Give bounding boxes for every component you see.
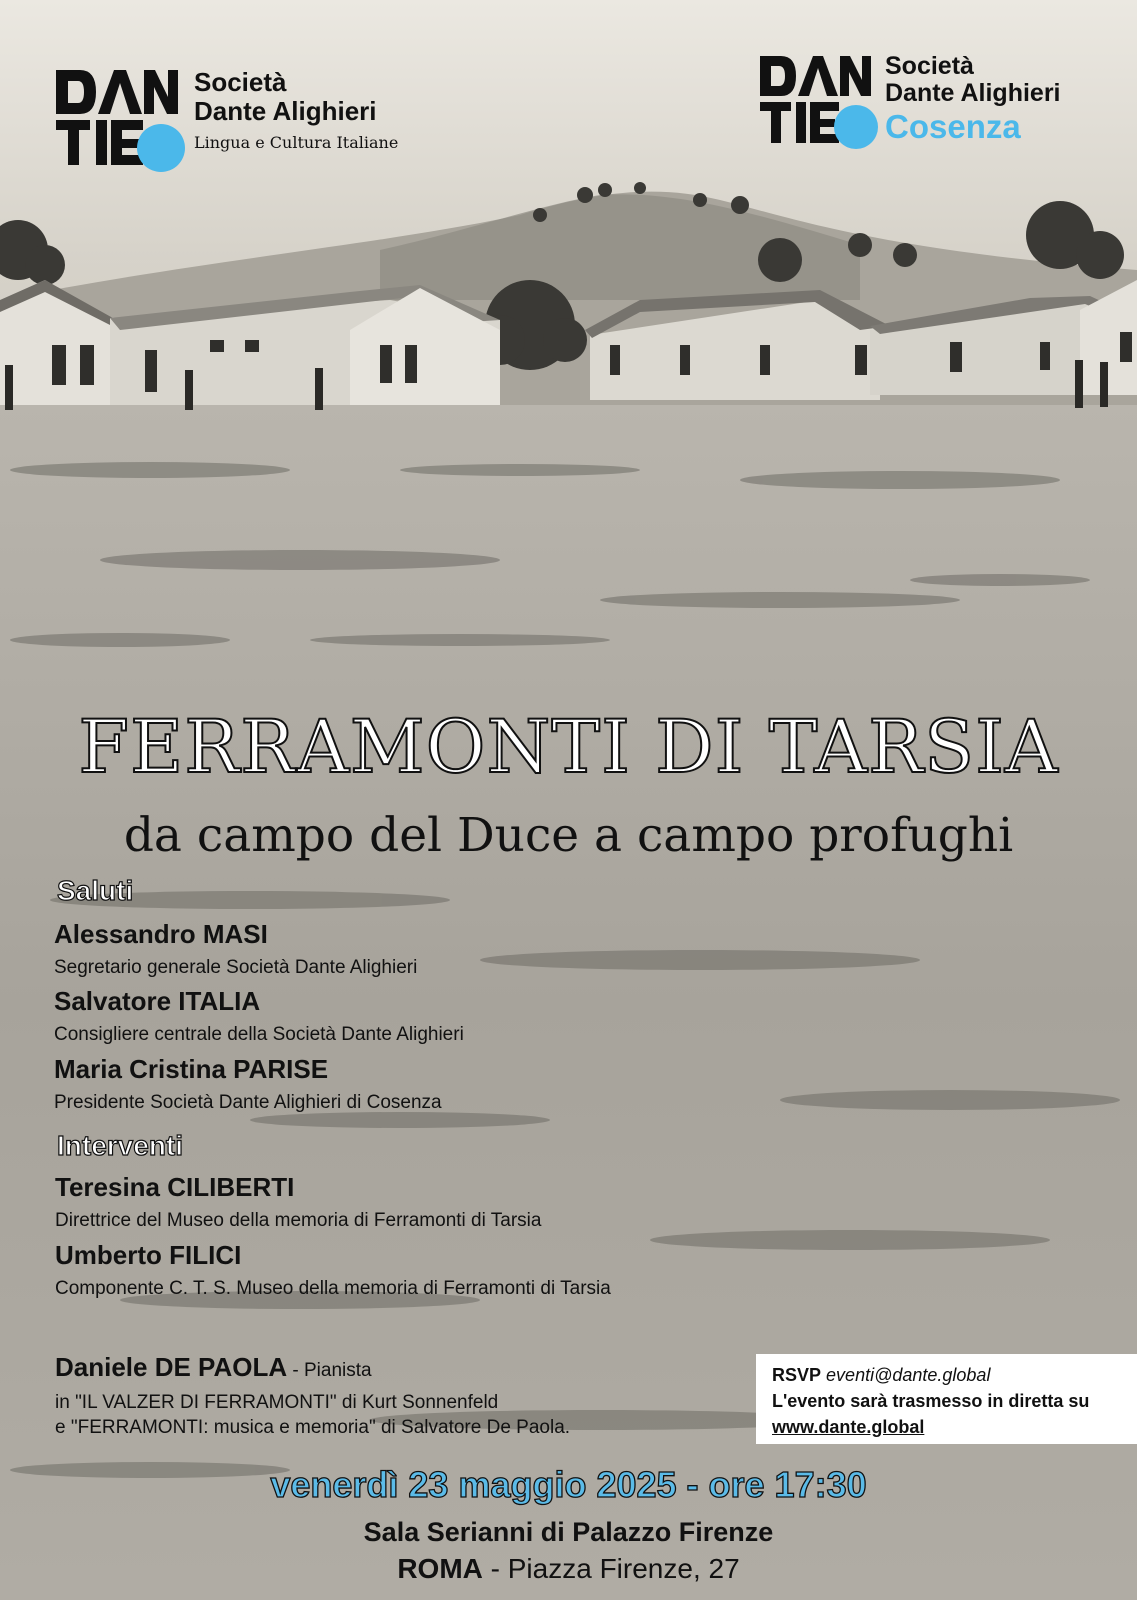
speaker-name: Salvatore ITALIA <box>54 986 261 1016</box>
rsvp-box <box>756 1354 1137 1444</box>
speaker-role: Componente C. T. S. Museo della memoria di Ferramonti di Tarsia <box>55 1278 611 1299</box>
website-link[interactable]: www.dante.global <box>772 1417 925 1437</box>
logo-left-tagline: Lingua e Cultura Italiane <box>194 133 399 152</box>
venue-city: ROMA <box>397 1553 483 1584</box>
performer-role: - Pianista <box>287 1360 372 1381</box>
speaker-name: Maria Cristina PARISE <box>54 1054 329 1084</box>
performer-piece-1: in "IL VALZER DI FERRAMONTI" di Kurt Sonnenfeld <box>55 1392 499 1413</box>
logo-right-city: Cosenza <box>885 108 1021 145</box>
performer-name: Daniele DE PAOLA <box>55 1352 288 1382</box>
logo-right-line2: Dante Alighieri <box>885 79 1061 107</box>
dante-cosenza-logo <box>760 52 1080 152</box>
event-subtitle: da campo del Duce a campo profughi <box>123 808 1014 863</box>
performer-piece-2: e "FERRAMONTI: musica e memoria" di Salvatore De Paola. <box>55 1417 571 1438</box>
stream-text: L'evento sarà trasmesso in diretta su <box>772 1391 1090 1411</box>
speaker-role: Segretario generale Società Dante Alighieri <box>54 957 418 978</box>
dante-alighieri-logo <box>56 65 399 175</box>
interventi-heading: Interventi <box>57 1130 184 1161</box>
venue-address-line <box>0 1553 1137 1585</box>
logo-left-line2: Dante Alighieri <box>194 96 377 126</box>
venue-hall: Sala Serianni di Palazzo Firenze <box>363 1517 774 1547</box>
venue-address: - Piazza Firenze, 27 <box>482 1553 740 1584</box>
speaker-role: Presidente Società Dante Alighieri di Cosenza <box>54 1092 442 1113</box>
website-row <box>772 1414 1137 1440</box>
performer-line <box>55 1352 372 1383</box>
logo-right-line1: Società <box>885 52 974 80</box>
speaker-name: Teresina CILIBERTI <box>55 1172 295 1202</box>
event-date: venerdì 23 maggio 2025 - ore 17:30 <box>270 1464 867 1505</box>
event-title: FERRAMONTI DI TARSIA <box>78 705 1059 790</box>
logo-left-line1: Società <box>194 67 287 97</box>
speaker-name: Umberto FILICI <box>55 1240 242 1270</box>
rsvp-row <box>772 1362 1137 1388</box>
speaker-name: Alessandro MASI <box>54 919 268 949</box>
rsvp-email[interactable]: eventi@dante.global <box>826 1365 991 1385</box>
dante-logo-mark-icon <box>56 65 188 175</box>
saluti-heading: Saluti <box>57 875 134 906</box>
rsvp-label: RSVP <box>772 1365 822 1385</box>
dante-logo-mark-icon <box>760 52 880 152</box>
speaker-role: Consigliere centrale della Società Dante Alighieri <box>54 1024 464 1045</box>
stream-notice <box>772 1388 1137 1414</box>
speaker-role: Direttrice del Museo della memoria di Ferramonti di Tarsia <box>55 1210 542 1231</box>
